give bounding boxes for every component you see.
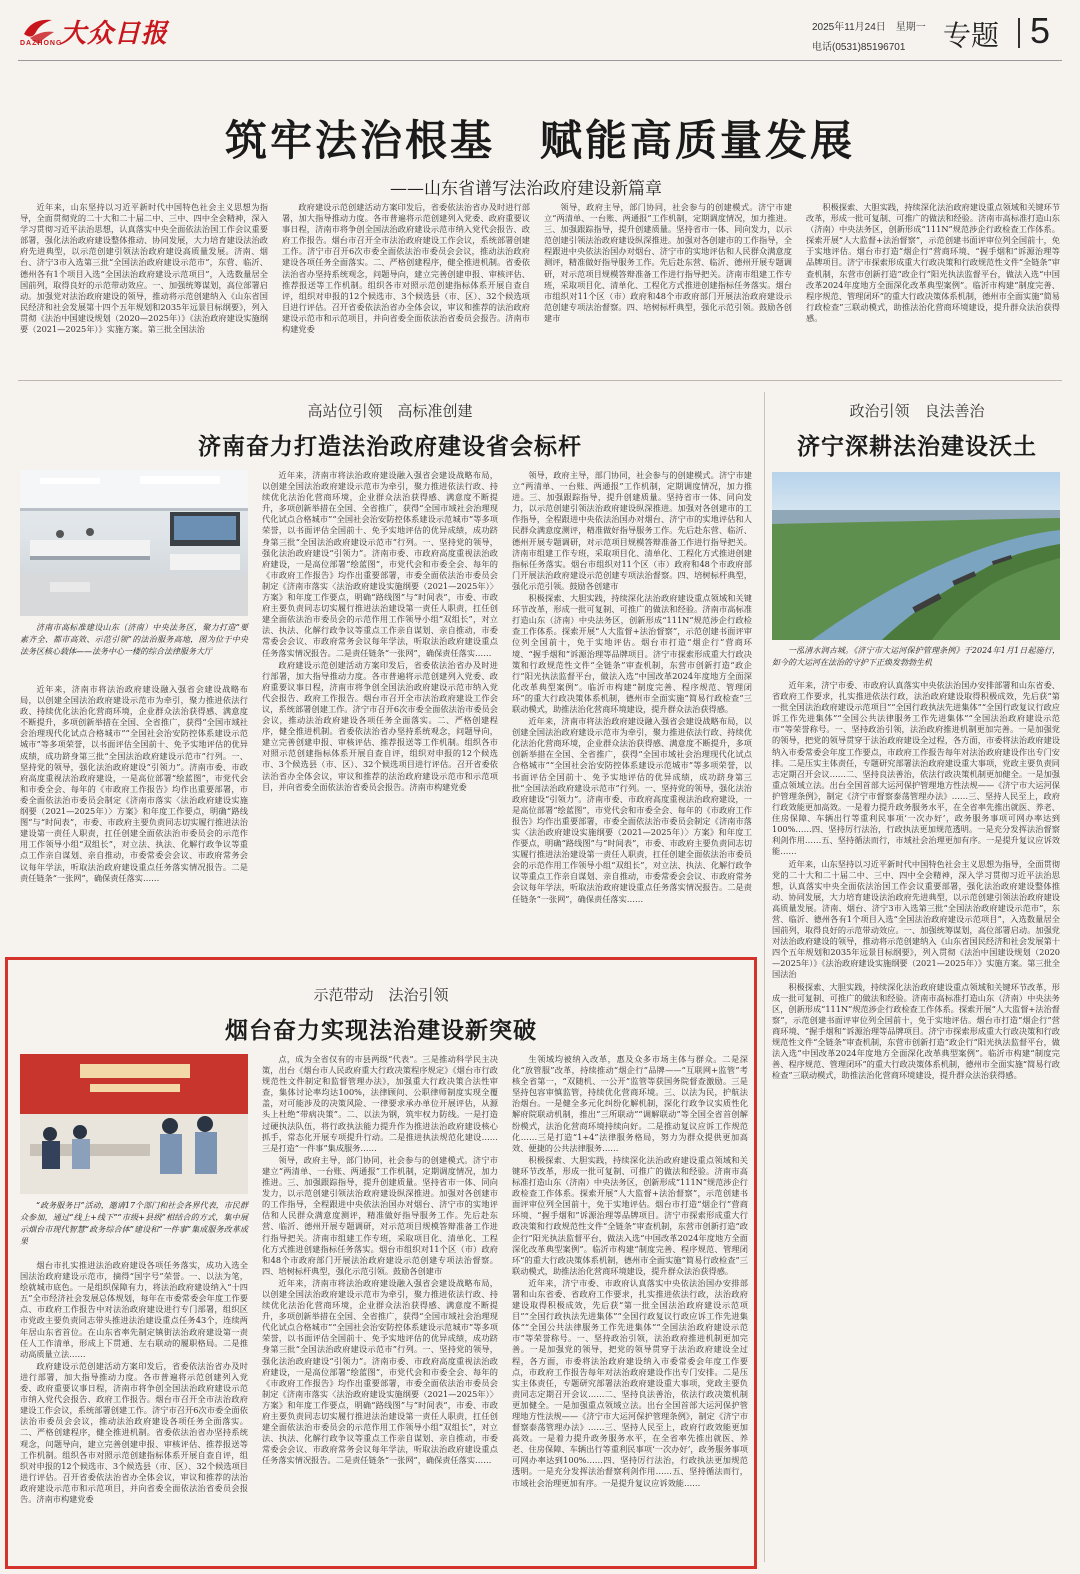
yantai-column-3 (512, 1054, 748, 1560)
contact-phone: 电话(0531)85196701 (812, 42, 906, 53)
yantai-text-2: 点，成为全省仅有的市县两级“代表”。三是推动科学民主决策，出台《烟台市人民政府重大行政决策程序规定》《烟台市行政规范性文件制定和监督管理办法》，加强重大行政决策合法性审查，集体讨论率均达100%，法律顾问、公职律师制度实现全覆盖，对可能涉及的决策风险、一律要求承办单位开展评估，从源头上杜绝“带病决策”。二、以法为钢，筑牢权力防线。一是打造过硬执法队伍，将行政执法能力提升作为推进法治政府建设核心抓手，常态化开展专项提升行动。二是推进执法规范化建设……三是打造“一件事”集成服务…… (262, 1054, 498, 1153)
page-headline: 筑牢法治根基 赋能高质量发展 (224, 116, 855, 165)
yantai-column-2 (262, 1054, 498, 1560)
jinan-text-3c: 近年来，济南市将法治政府建设融入强省会建设战略布局，以创建全国法治政府建设示范市为牵引，聚力推进依法行政、持续优化法治化营商环境，企业群众法治获得感、满意度不断提升，多项创新举措在全国、全省推广，获得“全国市域社会治理现代化试点合格城市”“全国社会治安防控体系建设示范城市”等多项荣誉，以书面评估全国前十、免予实地评估的优异成绩，成功跻身第三批“全国法治政府建设示范市”行列。一、坚持党的领导，强化法治政府建设“引领力”。济南市委、市政府高度重视法治政府建设，一是高位部署“绘蓝图”，市党代会和市委全会、每年的《市政府工作报告》均作出重要部署，市委全面依法治市委员会制定《济南市落实〈法治政府建设实施纲要（2021—2025年）〉方案》和年度工作要点，明确“路线图”与“时间表”，市委、市政府主要负责同志切实履行推进法治建设第一责任人职责，扛任创建全面依法治市委员会的示范作用工作领导小组“双组长”，对立法、执法、化解行政争议等重点工作亲自谋划、亲自推动，市委常委会会议、市政府常务会议每年学法，听取法治政府建设重点任务落实情况报告。二是责任链条“一张网”，确保责任落实…… (512, 716, 752, 904)
masthead-divider (1018, 18, 1020, 48)
feature-text-2: 政府建设示范创建活动方案印发后，省委依法治省办及时进行部署，加大指导推动力度。各市普遍将示范创建列入党委、政府重要议事日程，济南市将争创全国法治政府建设示范市纳入党代会报告、政府工作报告。烟台市召开全市法治政府建设工作会议，系统部署创建工作。济宁市召开6次市委全面依法治市委员会会议，推动法治政府建设各项任务全面落实。二、严格创建程序，健全推进机制。省委依法治省办坚持系统观念，问题导向，建立完善创建申报、审核评估、推荐报送等工作机制。组织各市对照示范创建指标体系开展自查自评，组织对申报的12个候选市、3个候选县（市、区）、32个候选项目进行评估。召开省委依法治省办全体会议，审议和推荐的法治政府建设示范市和示范项目，并向省委全面依法治省委员会报告。济南市构建党委 (282, 202, 530, 335)
feature-text-3: 领导，政府主导，部门协同，社会参与的创建模式。济宁市建立“两清单、一台账、两通报”工作机制，定期调度情况，加力推进。三、加强跟踪指导，提升创建质量。坚持省市一体、同向发力，以示范创建引领法治政府建设纵深推进。加强对各创建市的工作指导，全程跟进中央依法治国办对烟台、济宁市的实地评估和人民群众满意度测评，精准做好指导服务工作。先后赴东营、临沂、德州开展专题调研，对示范项目规模答辩准备工作进行指导把关。济南市组建工作专班，采取项目化、清单化、工程化方式推进创建指标任务落实。烟台市组织对11个区（市）政府和48个市政府部门开展法治政府建设示范创建专项法治督察。四、培树标杆典型，强化示范引领。鼓励各创建市 (544, 202, 792, 323)
paper-name-en: DAZHONG (20, 40, 63, 47)
section-divider (18, 380, 1062, 381)
jinan-column-3 (512, 470, 752, 948)
page-number: 5 (1030, 10, 1051, 51)
yantai-text-2b: 领导，政府主导，部门协同，社会参与的创建模式。济宁市建立“两清单、一台账、两通报”工作机制，定期调度情况，加力推进。三、加强跟踪指导，提升创建质量。坚持省市一体、同向发力，以示范创建引领法治政府建设纵深推进。加强对各创建市的工作指导，全程跟进中央依法治国办对烟台、济宁市的实地评估和人民群众满意度测评，精准做好指导服务工作。先后赴东营、临沂、德州开展专题调研，对示范项目规模答辩准备工作进行指导把关。济南市组建工作专班，采取项目化、清单化、工程化方式推进创建指标任务落实。烟台市组织对11个区（市）政府和48个市政府部门开展法治政府建设示范创建专项法治督察。四、培树标杆典型，强化示范引领。鼓励各创建市 (262, 1154, 498, 1276)
yantai-headline: 烟台奋力实现法治建设新突破 (225, 1018, 537, 1044)
yantai-column-1 (20, 1260, 248, 1560)
yantai-kicker: 示范带动 法治引领 (313, 986, 449, 1004)
feature-column-1 (20, 202, 268, 368)
yantai-text-2c: 近年来，济南市将法治政府建设融入强省会建设战略布局，以创建全国法治政府建设示范市为牵引，聚力推进依法行政、持续优化法治化营商环境，企业群众法治获得感、满意度不断提升，多项创新举措在全国、全省推广，获得“全国市域社会治理现代化试点合格城市”“全国社会治安防控体系建设示范城市”等多项荣誉，以书面评估全国前十、免予实地评估的优异成绩，成功跻身第三批“全国法治政府建设示范市”行列。一、坚持党的领导，强化法治政府建设“引领力”。济南市委、市政府高度重视法治政府建设，一是高位部署“绘蓝图”，市党代会和市委全会、每年的《市政府工作报告》均作出重要部署，市委全面依法治市委员会制定《济南市落实〈法治政府建设实施纲要（2021—2025年）〉方案》和年度工作要点，明确“路线图”与“时间表”，市委、市政府主要负责同志切实履行推进法治建设第一责任人职责，扛任创建全面依法治市委员会的示范作用工作领导小组“双组长”，对立法、执法、化解行政争议等重点工作亲自谋划、亲自推动，市委常委会会议、市政府常务会议每年学法，听取法治政府建设重点任务落实情况报告。二是责任链条“一张网”，确保责任落实…… (262, 1277, 498, 1466)
jining-text-b: 近年来，山东坚持以习近平新时代中国特色社会主义思想为指导，全面贯彻党的二十大和二十届二中、三中、四中全会精神，深入学习贯彻习近平法治思想，认真落实中央全面依法治国工作会议重要部署，强化法治政府建设整体推动、协同发展，大力培育建设法治政府先进典型，以示范创建引领法治政府建设高质量发展。济南、烟台、济宁3市入选第三批“全国法治政府建设示范市”，东营、临沂、德州各有1个项目入选“全国法治政府建设示范项目”，入选数量居全国前列，取得良好的示范带动效应。一、加强统筹谋划，高位部署启动。加强党对法治政府建设的领导，推动将示范创建纳入《山东省国民经济和社会发展第十四个五年规划和2035年远景目标纲要》，列入贯彻《法治中国建设规划（2020—2025年）》《法治政府建设实施纲要（2021—2025年）》实施方案。第三批全国法治 (772, 858, 1060, 980)
jinan-headline: 济南奋力打造法治政府建设省会标杆 (198, 434, 582, 460)
feature-column-4 (806, 202, 1060, 368)
jining-photo-caption: 一泓清水润古城。《济宁市大运河保护管理条例》于2024年1月1日起施行，如今的大运河在法治的守护下正焕发勃勃生机 (772, 646, 1060, 667)
feature-text-4: 积极探索、大胆实践，持续深化法治政府建设重点领域和关键环节改革，形成一批可复制、可推广的做法和经验。济南市高标准打造山东（济南）中央法务区，创新形成“111N”规范涉企行政检查工作体系。探索开展“人大监督+法治督察”，示范创建书面评审位列全国前十，免于实地评估。烟台市打造“烟企行”营商环境、“握手烟和”诉源治理等品牌项目。济宁市探索形成重大行政决策和行政规范性文件“全链条”审查机制，东营市创新打造“政企行”阳光执法监督平台，做法入选“中国改革2024年度地方全面深化改革典型案例”。临沂市构建“制度完善、程序规范、管理闭环”的重大行政决策体系机制，德州市全面实施“简易行政检查”三联动模式，助推法治化营商环境建设，提升群众法治获得感。 (806, 202, 1060, 323)
jinan-text-2: 近年来，济南市将法治政府建设融入强省会建设战略布局，以创建全国法治政府建设示范市为牵引，聚力推进依法行政、持续优化法治化营商环境，企业群众法治获得感、满意度不断提升，多项创新举措在全国、全省推广，获得“全国市域社会治理现代化试点合格城市”“全国社会治安防控体系建设示范城市”等多项荣誉，以书面评估全国前十、免予实地评估的优异成绩，成功跻身第三批“全国法治政府建设示范市”行列。一、坚持党的领导，强化法治政府建设“引领力”。济南市委、市政府高度重视法治政府建设，一是高位部署“绘蓝图”，市党代会和市委全会、每年的《市政府工作报告》均作出重要部署，市委全面依法治市委员会制定《济南市落实〈法治政府建设实施纲要（2021—2025年）〉方案》和年度工作要点，明确“路线图”与“时间表”，市委、市政府主要负责同志切实履行推进法治建设第一责任人职责，扛任创建全面依法治市委员会的示范作用工作领导小组“双组长”，对立法、执法、化解行政争议等重点工作亲自谋划、亲自推动，市委常委会会议、市政府常务会议每年学法，听取法治政府建设重点任务落实情况报告。二是责任链条“一张网”，确保责任落实…… (262, 470, 498, 658)
paper-name: 大众日报 (60, 18, 169, 49)
jinan-photo (20, 470, 248, 616)
yantai-text-3c: 近年来，济宁市委、市政府认真落实中央依法治国办安排部署和山东省委、省政府工作要求，扎实推进依法行政，法治政府建设取得积极成效，先后获“第一批全国法治政府建设示范项目”“全国行政执法先进集体”“全国行政复议行政应诉工作先进集体”“全国公共法律服务工作先进集体”“全国法治政府建设示范市”等荣誉称号。一、坚持政治引领，法治政府推进机制更加完善。一是加强党的领导，把党的领导贯穿于法治政府建设全过程，各方面，市委将法治政府建设纳入市委常委会年度工作要点，市政府工作报告每年对法治政府建设作出专门安排。二是压实主体责任，专题研究部署法治政府建设重大事项，党政主要负责同志定期召开会议……二、坚持良法善治，依法行政决策机制更加健全。一是加强重点领域立法。出台全国首部大运河保护管理地方性法规——《济宁市大运河保护管理条例》，制定《济宁市督察泰荡管理办法》……三、坚持人民至上，政府行政效能更加高效。一是着力提升政务服务水平，在全省率先推出就医、养老、住房保障、车辆出行等重利民事项‘一次办好’，政务服务事项可网办率达到100%……四、坚持厉行法治，行政执法更加规范透明。一是充分发挥法治督察利剑作用……五、坚持循法而行，市域社会治理更加有序。一是提升复议应诉效能…… (512, 1277, 748, 1488)
feature-column-3 (544, 202, 792, 368)
yantai-text-3b: 积极探索、大胆实践，持续深化法治政府建设重点领域和关键环节改革，形成一批可复制、可推广的做法和经验。济南市高标准打造山东（济南）中央法务区，创新形成“111N”规范涉企行政检查工作体系。探索开展“人大监督+法治督察”，示范创建书面评审位列全国前十，免于实地评估。烟台市打造“烟企行”营商环境、“握手烟和”诉源治理等品牌项目。济宁市探索形成重大行政决策和行政规范性文件“全链条”审查机制，东营市创新打造“政企行”阳光执法监督平台，做法入选“中国改革2024年度地方全面深化改革典型案例”。临沂市构建“制度完善、程序规范、管理闭环”的重大行政决策体系机制，德州市全面实施“简易行政检查”三联动模式，助推法治化营商环境建设，提升群众法治获得感。 (512, 1154, 748, 1276)
jinan-column-2 (262, 470, 498, 948)
section-name: 专题 (943, 19, 1000, 52)
jinan-kicker: 高站位引领 高标准创建 (307, 402, 473, 420)
page-subheadline: ——山东省谱写法治政府建设新篇章 (390, 179, 662, 199)
jining-column (772, 680, 1060, 1566)
jinan-text-3: 领导，政府主导，部门协同，社会参与的创建模式。济宁市建立“两清单、一台账、两通报”工作机制，定期调度情况，加力推进。三、加强跟踪指导，提升创建质量。坚持省市一体、同向发力，以示范创建引领法治政府建设纵深推进。加强对各创建市的工作指导，全程跟进中央依法治国办对烟台、济宁市的实地评估和人民群众满意度测评，精准做好指导服务工作。先后赴东营、临沂、德州开展专题调研，对示范项目规模答辩准备工作进行指导把关。济南市组建工作专班，采取项目化、清单化、工程化方式推进创建指标任务落实。烟台市组织对11个区（市）政府和48个市政府部门开展法治政府建设示范创建专项法治督察。四、培树标杆典型，强化示范引领。鼓励各创建市 (512, 470, 752, 591)
jinan-photo-caption: 济南市高标准建设山东（济南）中央法务区，聚力打造“要素齐全、都市高效、示范引领”的法治服务高地，图为位于中央法务区核心载体——法务中心一楼的综合法律服务大厅 (20, 623, 248, 656)
column-separator (764, 392, 765, 1562)
yantai-text-1b: 政府建设示范创建活动方案印发后，省委依法治省办及时进行部署，加大指导推动力度。各市普遍将示范创建列入党委、政府重要议事日程，济南市将争创全国法治政府建设示范市纳入党代会报告、政府工作报告。烟台市召开全市法治政府建设工作会议，系统部署创建工作。济宁市召开6次市委全面依法治市委员会会议，推动法治政府建设各项任务全面落实。二、严格创建程序，健全推进机制。省委依法治省办坚持系统观念，问题导向，建立完善创建申报、审核评估、推荐报送等工作机制。组织各市对照示范创建指标体系开展自查自评，组织对申报的12个候选市、3个候选县（市、区）、32个候选项目进行评估。召开省委依法治省办全体会议，审议和推荐的法治政府建设示范市和示范项目，并向省委全面依法治省委员会报告。济南市构建党委 (20, 1360, 248, 1504)
issue-date: 2025年11月24日 星期一 (812, 22, 926, 33)
masthead-rule (18, 60, 1062, 61)
jinan-text-1: 近年来，济南市将法治政府建设融入强省会建设战略布局，以创建全国法治政府建设示范市为牵引，聚力推进依法行政、持续优化法治化营商环境，企业群众法治获得感、满意度不断提升，多项创新举措在全国、全省推广，获得“全国市域社会治理现代化试点合格城市”“全国社会治安防控体系建设示范城市”等多项荣誉，以书面评估全国前十、免予实地评估的优异成绩，成功跻身第三批“全国法治政府建设示范市”行列。一、坚持党的领导，强化法治政府建设“引领力”。济南市委、市政府高度重视法治政府建设，一是高位部署“绘蓝图”，市党代会和市委全会、每年的《市政府工作报告》均作出重要部署，市委全面依法治市委员会制定《济南市落实〈法治政府建设实施纲要（2021—2025年）〉方案》和年度工作要点，明确“路线图”与“时间表”，市委、市政府主要负责同志切实履行推进法治建设第一责任人职责，扛任创建全面依法治市委员会的示范作用工作领导小组“双组长”，对立法、执法、化解行政争议等重点工作亲自谋划、亲自推动，市委常委会会议、市政府常务会议每年学法，听取法治政府建设重点任务落实情况报告。二是责任链条“一张网”，确保责任落实…… (20, 684, 248, 883)
yantai-text-3: 生领域均被纳入改革，惠及众多市场主体与群众。二是深化“放管服”改革，持续推动“烟企行”品牌——“互联网+监管”考核全省第一，“双随机、一公开”监管等获国务院督查激励。三是坚持包容审慎监管，持续优化营商环境。三、以法为民，护航法治烟台。一是健全多元化纠纷化解机制，深化行政争议实质性化解府院联动机制，推出“三所联动”“调解联动”等全国全省首创解纷模式，法治化营商环境持续向好。二是推动复议应诉工作规范化……三是打造“1+4”法律服务格局，努力为群众提供更加高效、便捷的公共法律服务…… (512, 1054, 748, 1153)
feature-text-1: 近年来，山东坚持以习近平新时代中国特色社会主义思想为指导，全面贯彻党的二十大和二十届二中、三中、四中全会精神，深入学习贯彻习近平法治思想，认真落实中央全面依法治国工作会议重要部署，强化法治政府建设整体推动、协同发展，大力培育建设法治政府先进典型，以示范创建引领法治政府建设高质量发展。济南、烟台、济宁3市入选第三批“全国法治政府建设示范市”，东营、临沂、德州各有1个项目入选“全国法治政府建设示范项目”，入选数量居全国前列，取得良好的示范带动效应。一、加强统筹谋划，高位部署启动。加强党对法治政府建设的领导，推动将示范创建纳入《山东省国民经济和社会发展第十四个五年规划和2035年远景目标纲要》，列入贯彻《法治中国建设规划（2020—2025年）》《法治政府建设实施纲要（2021—2025年）》实施方案。第三批全国法治 (20, 202, 268, 335)
jining-headline: 济宁深耕法治建设沃土 (797, 434, 1037, 460)
jinan-column-1 (20, 684, 248, 948)
jining-text-c: 积极探索、大胆实践，持续深化法治政府建设重点领域和关键环节改革，形成一批可复制、可推广的做法和经验。济南市高标准打造山东（济南）中央法务区，创新形成“111N”规范涉企行政检查工作体系。探索开展“人大监督+法治督察”，示范创建书面评审位列全国前十，免于实地评估。烟台市打造“烟企行”营商环境、“握手烟和”诉源治理等品牌项目。济宁市探索形成重大行政决策和行政规范性文件“全链条”审查机制，东营市创新打造“政企行”阳光执法监督平台，做法入选“中国改革2024年度地方全面深化改革典型案例”。临沂市构建“制度完善、程序规范、管理闭环”的重大行政决策体系机制，德州市全面实施“简易行政检查”三联动模式，助推法治化营商环境建设，提升群众法治获得感。 (772, 981, 1060, 1081)
yantai-photo (20, 1054, 248, 1194)
jinan-text-3b: 积极探索、大胆实践，持续深化法治政府建设重点领域和关键环节改革，形成一批可复制、可推广的做法和经验。济南市高标准打造山东（济南）中央法务区，创新形成“111N”规范涉企行政检查工作体系。探索开展“人大监督+法治督察”，示范创建书面评审位列全国前十，免于实地评估。烟台市打造“烟企行”营商环境、“握手烟和”诉源治理等品牌项目。济宁市探索形成重大行政决策和行政规范性文件“全链条”审查机制，东营市创新打造“政企行”阳光执法监督平台，做法入选“中国改革2024年度地方全面深化改革典型案例”。临沂市构建“制度完善、程序规范、管理闭环”的重大行政决策体系机制，德州市全面实施“简易行政检查”三联动模式，助推法治化营商环境建设，提升群众法治获得感。 (512, 593, 752, 714)
jining-photo (772, 472, 1060, 640)
feature-column-2 (282, 202, 530, 368)
yantai-text-1: 烟台市扎实推进法治政府建设各项任务落实，成功入选全国法治政府建设示范市，摘得“国字号”荣誉。一、以法为笔，绘就城市底色。一是组织保障有力，将法治政府建设纳入“十四五”全市经济社会发展总体规划，每年在市委常委会年度工作要点、市政府工作报告中对法治政府建设进行专门部署，组织区市党政主要负责同志带头推进法治建设重点任务43个，连续两年居山东省首位。在山东省率先制定镇街法治政府建设第一责任人工作清单，形成上下贯通、左右联动的履职格局。二是推动高质量立法…… (20, 1260, 248, 1359)
yantai-photo-caption: “政务服务日”活动，邀请17个部门和社会各界代表，市民群众参加，通过“线上+线下”“市级+县级”相结合的方式，集中展示烟台市现代智慧“政务综合体”建设和“一件事”集成服务改革成果 (20, 1201, 248, 1246)
jinan-text-2b: 政府建设示范创建活动方案印发后，省委依法治省办及时进行部署，加大指导推动力度。各市普遍将示范创建列入党委、政府重要议事日程，济南市将争创全国法治政府建设示范市纳入党代会报告、政府工作报告。烟台市召开全市法治政府建设工作会议，系统部署创建工作。济宁市召开6次市委全面依法治市委员会会议，推动法治政府建设各项任务全面落实。二、严格创建程序，健全推进机制。省委依法治省办坚持系统观念，问题导向，建立完善创建申报、审核评估、推荐报送等工作机制。组织各市对照示范创建指标体系开展自查自评，组织对申报的12个候选市、3个候选县（市、区）、32个候选项目进行评估。召开省委依法治省办全体会议，审议和推荐的法治政府建设示范市和示范项目，并向省委全面依法治省委员会报告。济南市构建党委 (262, 659, 498, 792)
jining-text: 近年来，济宁市委、市政府认真落实中央依法治国办安排部署和山东省委、省政府工作要求，扎实推进依法行政，法治政府建设取得积极成效，先后获“第一批全国法治政府建设示范项目”“全国行政执法先进集体”“全国行政复议行政应诉工作先进集体”“全国公共法律服务工作先进集体”“全国法治政府建设示范市”等荣誉称号。一、坚持政治引领，法治政府推进机制更加完善。一是加强党的领导，把党的领导贯穿于法治政府建设全过程，各方面，市委将法治政府建设纳入市委常委会年度工作要点，市政府工作报告每年对法治政府建设作出专门安排。二是压实主体责任，专题研究部署法治政府建设重大事项，党政主要负责同志定期召开会议……二、坚持良法善治，依法行政决策机制更加健全。一是加强重点领域立法。出台全国首部大运河保护管理地方性法规——《济宁市大运河保护管理条例》，制定《济宁市督察泰荡管理办法》……三、坚持人民至上，政府行政效能更加高效。一是着力提升政务服务水平，在全省率先推出就医、养老、住房保障、车辆出行等重利民事项‘一次办好’，政务服务事项可网办率达到100%……四、坚持厉行法治，行政执法更加规范透明。一是充分发挥法治督察利剑作用……五、坚持循法而行，市域社会治理更加有序。一是提升复议应诉效能…… (772, 680, 1060, 857)
jining-kicker: 政治引领 良法善治 (849, 402, 985, 420)
